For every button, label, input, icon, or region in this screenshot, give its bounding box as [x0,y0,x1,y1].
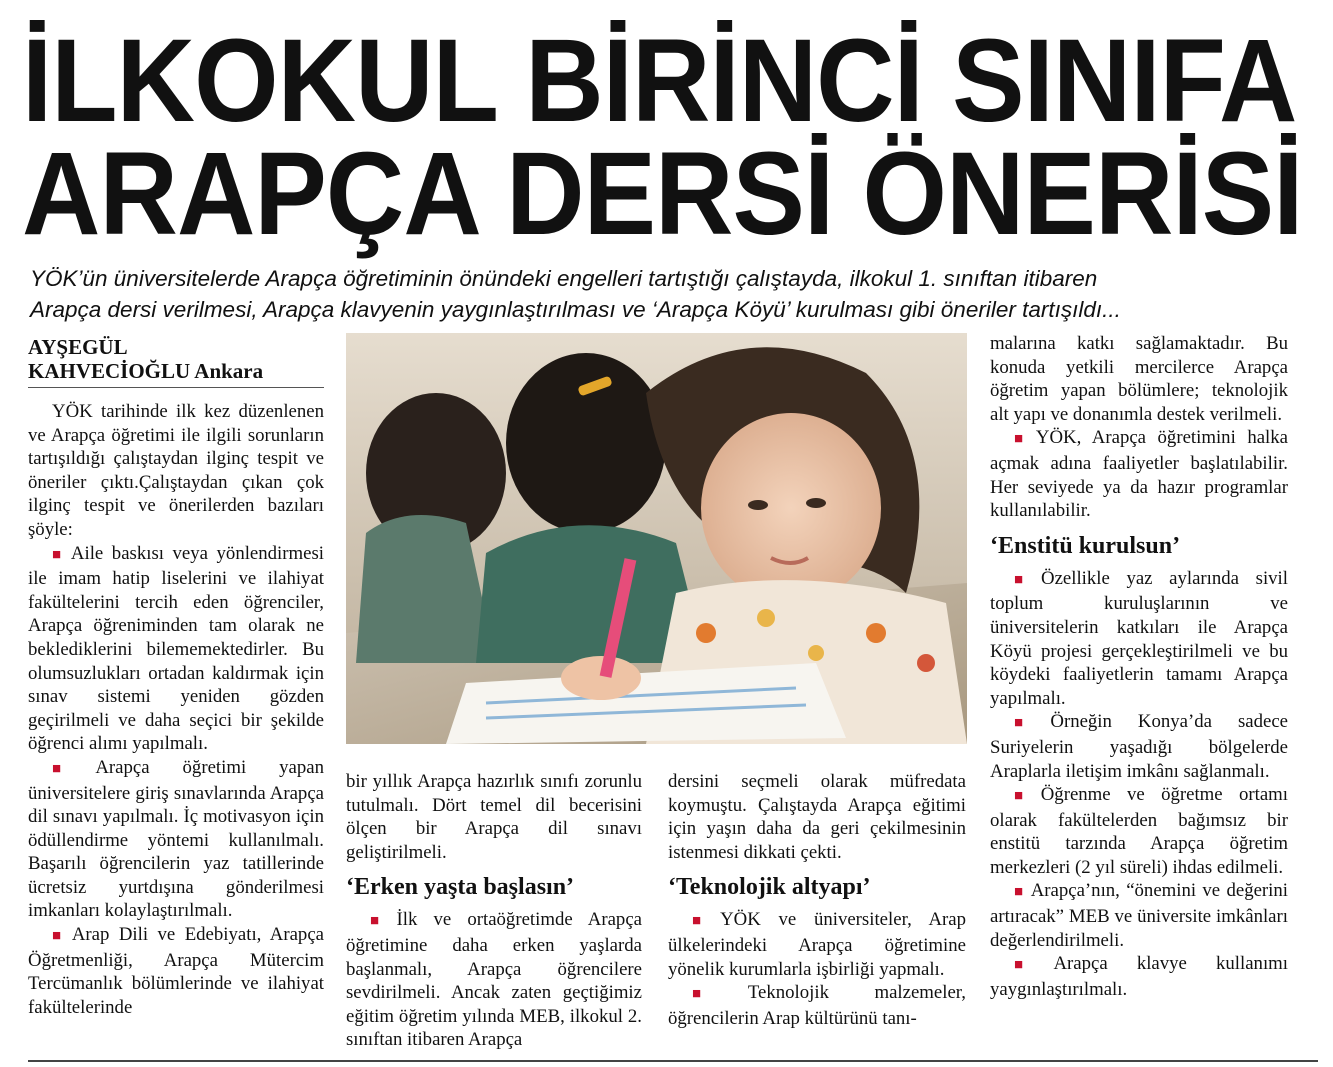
bullet-paragraph: ■ Özellikle yaz aylarında sivil toplum kuruluşlarının ve üniversitelerin katkıları ile Arapça Köyü projesi gerçekleştirilmeli ve bu köydeki faaliyetlerin tamamı Arapça yapılmalı. [990,567,1288,711]
article-column-1 [28,400,324,1019]
headline-line-2: ARAPÇA DERSİ ÖNERİSİ [22,128,1303,260]
byline [28,335,324,388]
byline-name: AYŞEGÜL [28,335,128,359]
standfirst-line-1: YÖK’ün üniversitelerde Arapça öğretiminin önündeki engelleri tartıştığı çalıştayda, ilkokul 1. sınıftan itibaren [30,266,1098,291]
bullet-paragraph: ■ YÖK, Arapça öğretimini halka açmak adına faaliyetler başlatılabilir. Her seviyede ya da hazır programlar kullanılabilir. [990,426,1288,522]
article-photo [346,333,967,744]
continued-paragraph: dersini seçmeli olarak müfredata koymuştu. Çalıştayda Arapça eğitimi için yaşın daha da geri çekilmesinin istenmesi dikkati çekti. [668,771,966,863]
continued-paragraph: malarına katkı sağlamaktadır. Bu konuda yetkili mercilerce Arapça öğretim yapan bölümlere; teknolojik alt yapı ve donanımla destek verilmeli. [990,333,1288,425]
byline-surname-location: KAHVECİOĞLU Ankara [28,359,264,383]
intro-paragraph: YÖK tarihinde ilk kez düzenlenen ve Arapça öğretimi ile ilgili sorunların tartışıldığı çalıştaydan ilginç tespit ve öneriler çıktı.Çalıştaydan çıkan çok ilginç tespit ve önerilerden bazıları şöyle: [28,401,324,540]
article-column-3 [668,770,966,1030]
standfirst-line-2: Arapça dersi verilmesi, Arapça klavyenin yaygınlaştırılması ve ‘Arapça Köyü’ kurulması gibi öneriler tartışıldı... [30,297,1121,322]
bullet-paragraph: ■ Örneğin Konya’da sadece Suriyelerin yaşadığı bölgelerde Araplarla iletişim imkânı sağlanmalı. [990,710,1288,783]
bullet-paragraph: ■ Arapça öğretimi yapan üniversitelere giriş sınavlarında Arapça dil sınavı yapılmalı. İç motivasyon için ödüllendirme yöntemi kullanılmalı. Başarılı öğrencilerin yaz tatillerinde ücretsiz yurtdışına gönderilmesi imkanları kolaylaştırılmalı. [28,756,324,923]
bullet-paragraph: ■ Aile baskısı veya yönlendirmesi ile imam hatip liselerini ve ilahiyat fakültelerini tercih eden öğrenciler, Arapça öğreniminden tam olarak ne beklediklerini bilememektedirler. Bu olumsuzlukları ortadan kaldırmak için sınav sistemi yeniden gözden geçirilmeli ve daha seçici bir şekilde öğrenci alımı yapılmalı. [28,542,324,756]
article-column-2 [346,770,642,1052]
subhead-erken-yasta: ‘Erken yaşta başlasın’ [346,874,575,901]
bullet-paragraph: ■ İlk ve ortaöğretimde Arapça öğretimine daha erken yaşlarda başlanmalı, Arapça öğrencilere sevdirilmeli. Ancak zaten geçtiğimiz eğitim öğretim yılında MEB, ilkokul 2. sınıftan itibaren Arapça [346,908,642,1052]
bullet-paragraph: ■ YÖK ve üniversiteler, Arap ülkelerindeki Arapça öğretimine yönelik kurumlarla işbirliği yapmalı. [668,908,966,981]
subhead-enstitu-kurulsun: ‘Enstitü kurulsun’ [990,532,1181,559]
headline-line-1: İLKOKUL BİRİNCİ SINIFA [22,15,1297,147]
bullet-paragraph: ■ Arap Dili ve Edebiyatı, Arapça Öğretmenliği, Arapça Mütercim Tercümanlık bölümlerinde ve ilahiyat fakültelerinde [28,923,324,1019]
bullet-paragraph: ■ Arapça’nın, “önemini ve değerini artıracak” MEB ve üniversite imkânları değerlendirilmeli. [990,879,1288,952]
continued-paragraph: bir yıllık Arapça hazırlık sınıfı zorunlu tutulmalı. Dört temel dil becerisini ölçen bir Arapça dil sınavı geliştirilmeli. [346,771,642,863]
bullet-paragraph: ■ Arapça klavye kullanımı yaygınlaştırılmalı. [990,952,1288,1001]
subhead-teknolojik-altyapi: ‘Teknolojik altyapı’ [668,874,871,901]
bullet-paragraph: ■ Teknolojik malzemeler, öğrencilerin Arap kültürünü tanı- [668,981,966,1030]
article-column-4 [990,332,1288,1001]
bottom-rule [28,1060,1318,1062]
bullet-paragraph: ■ Öğrenme ve öğretme ortamı olarak fakültelerden bağımsız bir enstitü tarzında Arapça öğretim merkezleri (2 yıl süreli) ihdas edilmeli. [990,783,1288,879]
children-writing-photo [346,333,967,744]
